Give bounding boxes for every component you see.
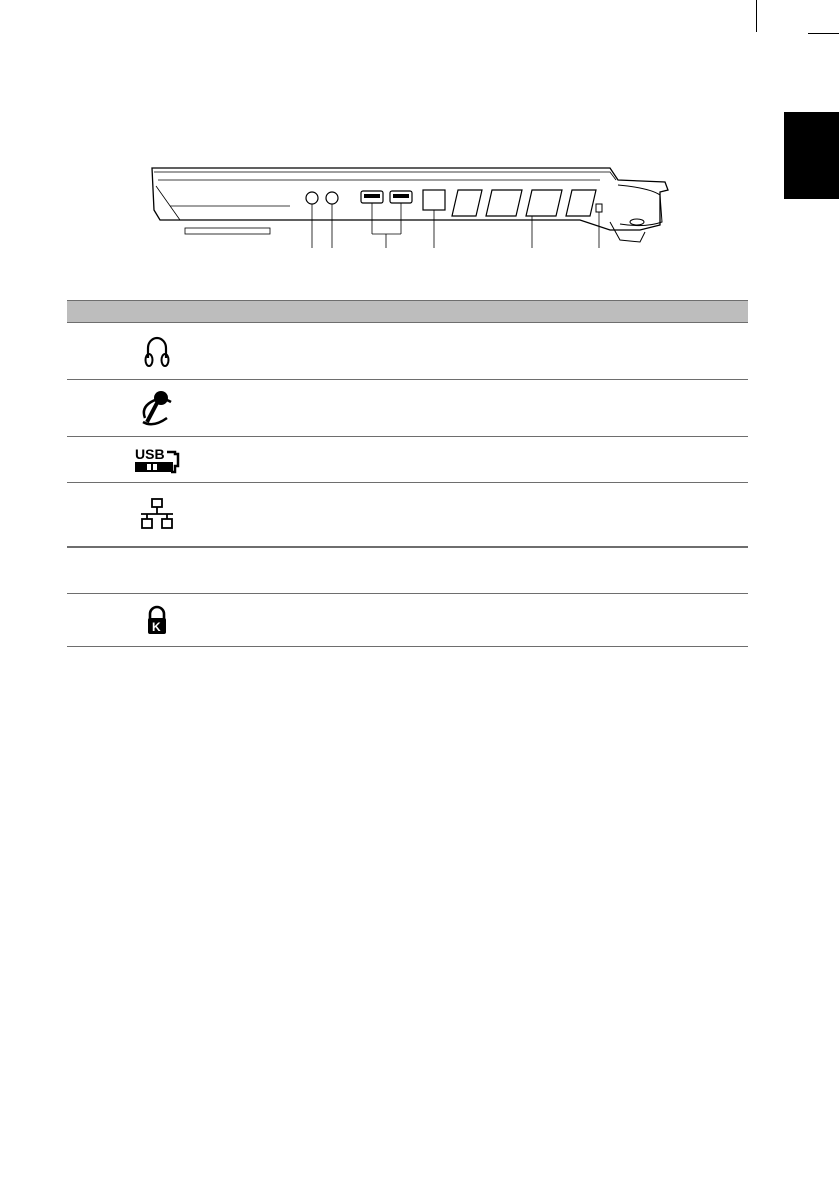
crop-mark-top-right-horizontal	[808, 33, 839, 34]
table-row	[67, 437, 748, 483]
table-row	[67, 547, 748, 594]
svg-text:USB: USB	[135, 445, 165, 462]
crop-mark-top-right-vertical	[756, 0, 757, 32]
header-icon	[127, 301, 187, 323]
row-description	[187, 594, 748, 647]
row-description	[187, 547, 748, 594]
row-number	[67, 437, 127, 483]
row-number	[67, 594, 127, 647]
kensington-lock-icon	[146, 605, 168, 635]
table-row	[67, 594, 748, 647]
row-description	[187, 323, 748, 380]
table-row	[67, 483, 748, 547]
header-number	[67, 301, 127, 323]
header-description	[187, 301, 748, 323]
row-description	[187, 437, 748, 483]
row-number	[67, 547, 127, 594]
table-header-row	[67, 301, 748, 323]
table-row	[67, 380, 748, 437]
row-number	[67, 323, 127, 380]
row-description	[187, 483, 748, 547]
row-number	[67, 483, 127, 547]
port-spec-table	[67, 300, 748, 647]
microphone-icon	[139, 388, 175, 428]
usb-charging-icon	[133, 446, 181, 474]
language-tab	[784, 112, 839, 199]
ethernet-network-icon	[139, 497, 175, 531]
table-row	[67, 323, 748, 380]
headphones-icon	[144, 334, 170, 368]
svg-text:K: K	[152, 620, 161, 634]
row-number	[67, 380, 127, 437]
row-description	[187, 380, 748, 437]
laptop-right-side-illustration	[140, 160, 680, 255]
